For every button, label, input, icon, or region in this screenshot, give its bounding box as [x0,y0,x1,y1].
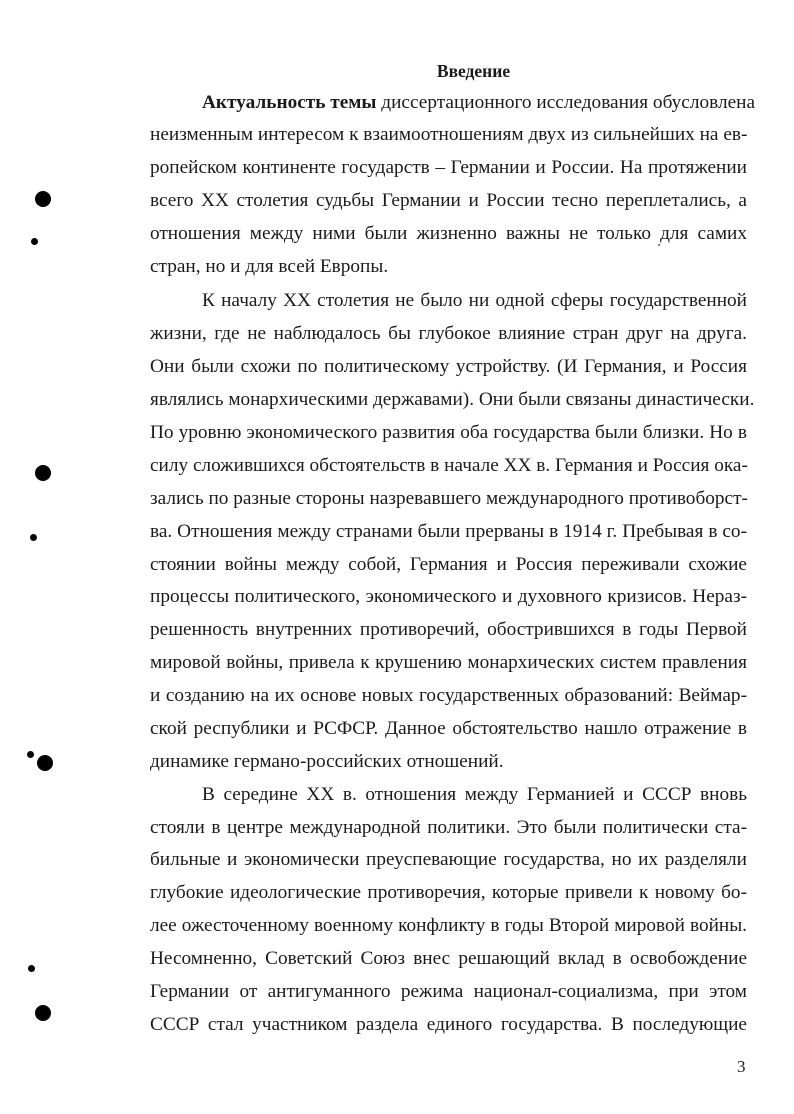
paragraph-line: решенность внутренних противоречий, обострившихся в годы Первой [150,619,747,640]
paragraph-line: ропейском континенте государств – Германии и России. На протяжении [150,157,747,178]
paragraph-line: динамике германо-российских отношений. [150,751,504,772]
binder-hole-mark [27,751,34,758]
paragraph-line: глубокие идеологические противоречия, которые привели к новому бо- [150,882,747,903]
binder-hole-mark [35,191,51,207]
paragraph-line: силу сложившихся обстоятельств в начале XX в. Германия и Россия ока- [150,455,748,476]
paragraph-line: бильные и экономически преуспевающие государства, но их разделяли [150,849,747,870]
lead-phrase: Актуальность темы [202,92,377,113]
binder-hole-mark [31,238,38,245]
paragraph-line: всего XX столетия судьбы Германии и России тесно переплетались, а [150,190,747,211]
binder-hole-mark [35,1005,51,1021]
paragraph-line: стоянии войны между собой, Германия и Россия переживали схожие [150,554,747,575]
paragraph-line: стояли в центре международной политики. Это были политически ста- [150,817,747,838]
paragraph-line: В середине XX в. отношения между Германией и СССР вновь [202,784,747,805]
paragraph-line: К началу XX столетия не было ни одной сферы государственной [202,290,747,311]
paragraph-line: ской республики и РСФСР. Данное обстоятельство нашло отражение в [150,718,747,739]
paragraph-line: процессы политического, экономического и духовного кризисов. Нераз- [150,586,747,607]
paragraph-line: зались по разные стороны назревавшего международного противоборст- [150,488,748,509]
paragraph-line: Они были схожи по политическому устройству. (И Германия, и Россия [150,356,747,377]
paragraph-line: Германии от антигуманного режима национал-социализма, при этом [150,981,747,1002]
line-text: диссертационного исследования обусловлена [376,92,756,113]
binder-hole-mark [28,965,35,972]
paragraph-line: являлись монархическими державами). Они были связаны династически. [150,389,755,410]
paragraph-line: По уровню экономического развития оба государства были близки. Но в [150,422,747,443]
binder-hole-mark [35,465,51,481]
page-number: 3 [737,1057,746,1076]
paragraph-line: отношения между ними были жизненно важны не только для самих [150,223,747,244]
paragraph-line: стран, но и для всей Европы. [150,256,389,277]
paragraph-line: СССР стал участником раздела единого государства. В последующие [150,1014,747,1035]
paragraph-line: ва. Отношения между странами были прерваны в 1914 г. Пребывая в со- [150,521,747,542]
paragraph-line: жизни, где не наблюдалось бы глубокое влияние стран друг на друга. [150,323,747,344]
binder-hole-mark [30,534,37,541]
paragraph-line: лее ожесточенному военному конфликту в годы Второй мировой войны. [150,915,747,936]
paragraph-line [202,86,756,119]
scan-speck [658,244,660,246]
binder-hole-mark [37,755,53,771]
section-heading: Введение [436,61,511,81]
paragraph-line: и созданию на их основе новых государственных образований: Веймар- [150,685,747,706]
paragraph-line: неизменным интересом к взаимоотношениям двух из сильнейших на ев- [150,124,748,145]
paragraph-line: Несомненно, Советский Союз внес решающий вклад в освобождение [150,948,747,969]
paragraph-line: мировой войны, привела к крушению монархических систем правления [150,652,747,673]
